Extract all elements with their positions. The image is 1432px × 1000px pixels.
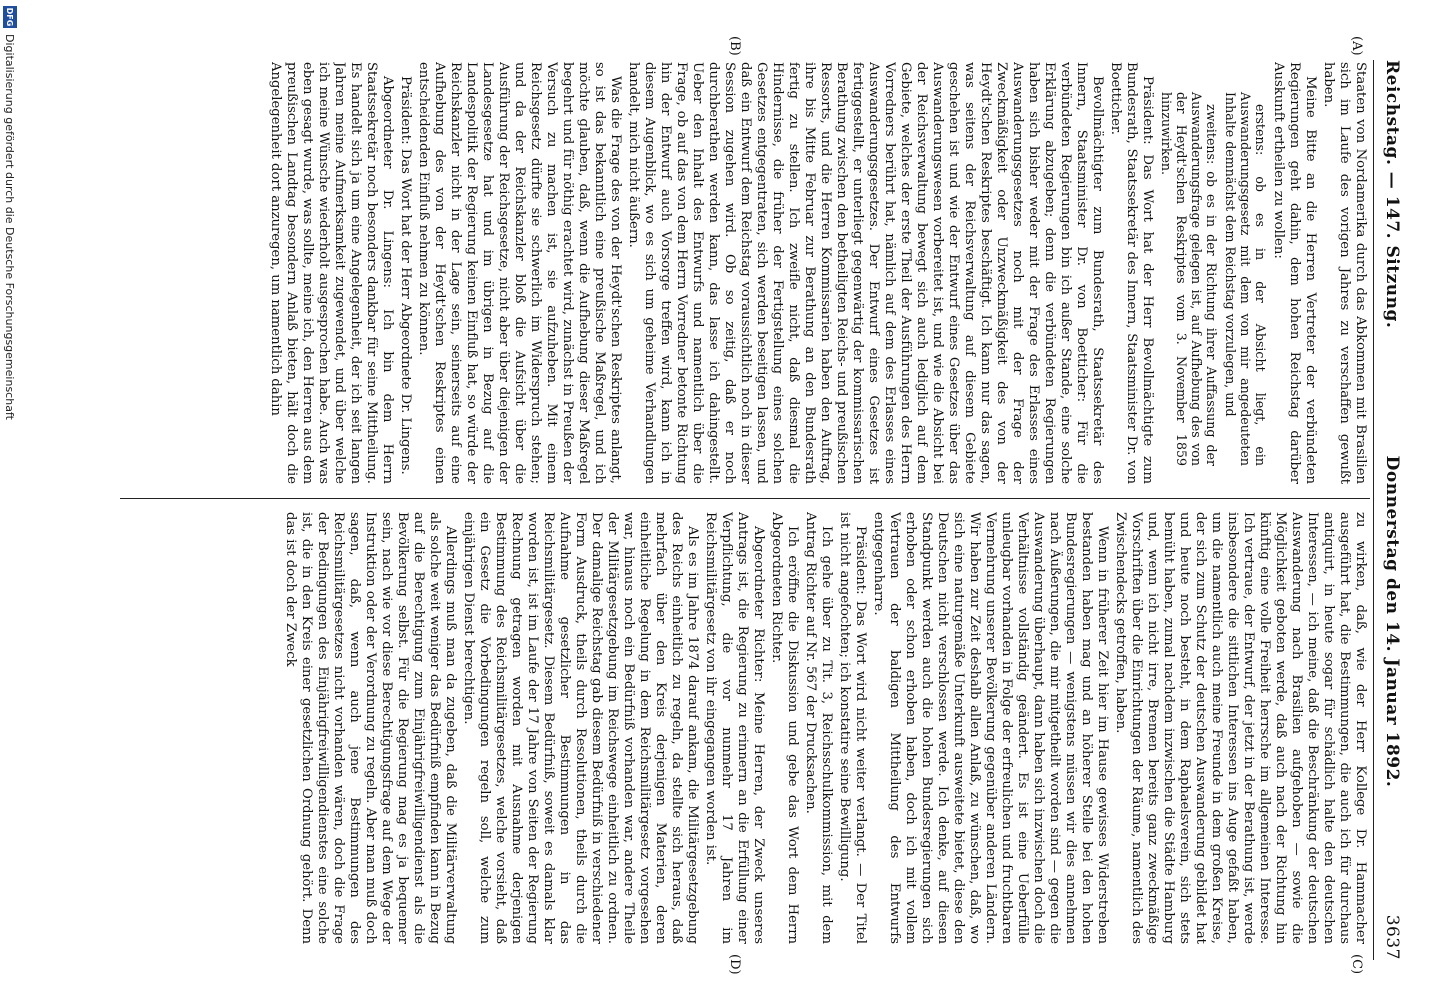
margin-marker-a: (A) (1349, 36, 1364, 56)
speaker-paragraph: Präsident: Das Wort hat der Herr Abgeordnete Dr. Lingens. (398, 76, 413, 475)
quoted-question: zweitens: ob es in der Richtung ihrer Auffassung der Auswanderungsfrage gelegen ist, auf Aufhebung des von der Heydt'schen Reskriptes vom 3. November 1859 hinzuwirken. (1159, 92, 1219, 466)
speaker-paragraph: Präsident: Das Wort wird nicht weiter verlangt. — Der Titel ist nicht angefochten; ich konstatire seine Bewilligung. (837, 512, 868, 944)
left-column (128, 62, 1368, 484)
margin-marker-c: (C) (1349, 954, 1364, 975)
speaker-paragraph: Abgeordneter Richter: Meine Herren, der Zweck unseres Antrags ist, die Regierung zu erinnern an die Erfüllung einer Verpflichtung, die vor nunmehr 17 Jahren im Reichsmilitärgesetz von ihr eingegangen worden ist. (703, 512, 766, 944)
page-number: 3637 (1382, 914, 1402, 960)
header-date: Donnerstag den 14. Januar 1892. (1382, 455, 1402, 788)
header-rule (1373, 60, 1374, 960)
footer-credit: Digitalisierung gefördert durch die Deutsche Forschungsgemeinschaft (3, 34, 17, 420)
paragraph: Ich eröffne die Diskussion und gebe das Wort dem Herrn Abgeordneten Richter. (769, 512, 800, 944)
paragraph: Was die Frage des von der Heydt'schen Reskriptes anlangt, so ist das bekanntlich eine preußische Maßregel, und ich möchte glauben, daß, wenn die Aufhebung dieser Maßregel begehrt und für nöthig erachtet wird, zunächst in Preußen der Versuch zu machen ist, sie aufzuheben. Mit einem Reichsgesetz dürfte sie schwerlich im Widerspruch stehen; und da der Reichskanzler bloß die Aufsicht über die Ausführung der Reichsgesetze, nicht aber über diejenigen der Landesgesetze hat und im übrigen in Bezug auf die Landespolitik der Regierung keinen Einfluß hat, so würde der Reichskanzler nicht in der Lage sein, seinerseits auf eine Aufhebung des von der Heydt'schen Reskriptes einen entscheidenden Einfluß nehmen zu können. (416, 62, 623, 484)
header-session: Reichstag. — 147. Sitzung. (1382, 60, 1402, 329)
paragraph: Staaten von Nordamerika durch das Abkommen mit Brasilien sich im Laufe des vorigen Jahres zu verschaffen gewußt haben. (1321, 62, 1368, 484)
paragraph: zu wirken, daß, wie der Herr Kollege Dr. Hammacher ausgeführt hat, die Bestimmungen, die auch ich für durchaus antiquirt, in heute sogar für schädlich halte den deutschen Interessen, — ich meine, daß die Beschränkung der deutschen Auswanderung nach Brasilien aufgehoben — sowie die Möglichkeit geboten werde, daß auch nach der Richtung hin künftig eine volle Freiheit herrsche im allgemeinen Interesse. Ich vertraue, der Entwurf, der jetzt in der Berathung ist, werde insbesondere die sittlichen Interessen ins Auge gefaßt haben, um die namentlich auch meine Freunde in dem großen Kreise, der sich zum Schutz der deutschen Auswanderung gebildet hat und heute noch besteht, in dem Raphaelsverein, sich stets bemüht haben, zumal nachdem inzwischen die Städte Hamburg und, wenn ich nicht irre, Bremen bereits ganz zweckmäßige Vorschriften über die Einrichtungen der Räume, namentlich des Zwischendecks getroffen, haben. (1113, 512, 1368, 944)
right-column (128, 512, 1368, 944)
paragraph: Ich gehe über zu Tit. 3, Reichsschulkommission, mit dem Antrag Richter auf Nr. 567 der Drucksachen. (803, 512, 834, 944)
page-header (1382, 60, 1422, 960)
column-divider (120, 498, 1370, 499)
paragraph: Allerdings muß man da zugeben, daß die Militärverwaltung als solche weit weniger das Bedürfniß empfinden kann in Bezug auf die Berechtigung zum Einjährigfreiwilligendienst als die Bevölkerung selbst. Für die Regierung mag es ja bequemer sein, nach wie vor diese Berechtigungsfrage auf dem Wege der Instruktion oder der Verordnung zu regeln. Aber man muß doch sagen, daß, wenn auch jene Bestimmungen des Reichsmilitärgesetzes nicht vorhanden wären, doch die Frage der Bedingungen des Einjährigfreiwilligendienstes eine solche ist, die in den Kreis einer gesetzlichen Ordnung gehört. Denn das ist doch der Zweck (283, 512, 458, 944)
speaker-paragraph: Abgeordneter Dr. Lingens: Ich bin dem Herrn Staatssekretär noch besonders dankbar für seine Mittheilung. Es handelt sich ja um eine Angelegenheit, der ich seit langen Jahren meine Aufmerksamkeit zugewendet, und über welche ich meine Wünsche wiederholt ausgesprochen habe. Auch was eben gesagt wurde, was sollte, meine ich, den Herren aus dem preußischen Landtag besondern Anlaß bieten, hält doch die Angelegenheit dort anzuregen, um namentlich dahin (268, 62, 395, 484)
paragraph: Meine Bitte an die Herren Vertreter der verbündeten Regierungen geht dahin, dem hohen Reichstag darüber Auskunft ertheilen zu wollen: (1271, 62, 1318, 484)
quoted-question: erstens: ob es in der Absicht liegt, ein Auswanderungsgesetz mit dem von mir angedeuteten Inhalte demnächst dem Reichstag vorzulegen, und (1223, 92, 1268, 466)
speaker-paragraph: Präsident: Das Wort hat der Herr Bevollmächtigte zum Bundesrath, Staatssekretär des Innern, Staatsminister Dr. von Boetticher. (1108, 62, 1155, 484)
paragraph: Als es im Jahre 1874 darauf ankam, die Militärgesetzgebung des Reichs einheitlich zu regeln, da stellte sich heraus, daß mehrfach über den Kreis derjenigen Materien, deren einheitliche Regelung in dem Reichsmilitärgesetz vorgesehen war, hinaus noch ein Bedürfniß vorhanden war, andere Theile der Militärgesetzgebung im Reichswege einheitlich zu ordnen. Der damalige Reichstag gab diesem Bedürfniß in verschiedener Form Ausdruck, theils durch Resolutionen, theils durch die Aufnahme gesetzlicher Bestimmungen in das Reichsmilitärgesetz. Diesem Bedürfniß, soweit es damals klar worden ist, ist im Laufe der 17 Jahre von Seiten der Regierung Rechnung getragen worden mit Ausnahme derjenigen Bestimmung des Reichsmilitärgesetzes, welche vorsieht, daß ein Gesetz die Vorbedingungen regeln soll, welche zum einjährigen Dienst berechtigen. (461, 512, 700, 944)
paragraph: Wenn in früherer Zeit hier im Hause gewisses Widerstreben bestanden haben mag und an höherer Stelle bei den hohen Bundesregierungen — wenigstens müssen wir dies annehmen nach Äußerungen, die mir mitgetheilt worden sind — gegen die Auswanderung überhaupt, dann haben sich inzwischen doch die Verhältnisse vollständig geändert. Es ist eine Ueberfülle unleugbar vorhanden in Folge der erfreulichen und fruchtbaren Vermehrung unserer Bevölkerung gegenüber anderen Ländern. Wir haben zur Zeit deshalb allen Anlaß, zu wünschen, daß, wo sich eine naturgemäße Unterkunft ausweitete bietet, diese den Deutschen nicht verschlossen werde. Ich denke, auf diesen Standpunkt werden auch die hohen Bundesregierungen sich erhoben oder schon erhoben haben, doch ich mit vollem Vertrauen der baldigen Mittheilung des Entwurfs entgegenharre. (871, 512, 1110, 944)
margin-marker-d: (D) (727, 954, 742, 975)
speaker-paragraph: Bevollmächtigter zum Bundesrath, Staatssekretär des Innern, Staatsminister Dr. von Boetticher: Für die verbündeten Regierungen bin ich außer Stande, eine solche Erklärung abzugeben; denn die verbündeten Regierungen haben sich bisher weder mit der Frage des Erlasses eines Auswanderungsgesetzes noch mit der Frage der Zweckmäßigkeit oder Unzweckmäßigkeit des von der Heydt'schen Reskriptes beschäftigt. Ich kann nur das sagen, was seitens der Reichsverwaltung auf diesem Gebiete geschehen ist und wie der Entwurf eines Gesetzes über das Auswanderungswesen vorbereitet ist, und wie die Absicht bei der Reichsverwaltung bewegt sich auch lediglich auf dem Gebiete, welches der erste Theil der Ausführungen des Herrn Vorredners berührt hat, nämlich auf dem des Erlasses eines Auswanderungsgesetzes. Der Entwurf eines Gesetzes ist fertiggestellt, er unterliegt gegenwärtig der kommissarischen Berathung zwischen den betheiligten Reichs- und preußischen Ressorts, und die Herren Kommissarien haben den Auftrag, ihre bis Mitte Februar zur Berathung an den Bundesrath fertig zu stellen. Ich zweifle nicht, daß diesmal die Hindernisse, die früher der Fertigstellung eines solchen Gesetzes entgegentraten, sich werden beseitigen lassen, und daß ein Entwurf dem Reichstag voraussichtlich noch in dieser Session zugehen wird. Ob so zeitig, daß er noch durchberathen werden kann, das lasse ich dahingestellt. Ueber den Inhalt des Entwurfs und namentlich über die Frage, ob auf das von dem Herrn Vorredner betonte Richtung hin der Entwurf auch Vorsorge treffen wird, kann ich in diesem Augenblick, wo es sich um geheime Verhandlungen handelt, mich nicht äußern. (626, 62, 1105, 484)
dfg-logo: DFG (3, 6, 17, 28)
digitization-footer (0, 0, 20, 1000)
margin-marker-b: (B) (727, 36, 742, 56)
